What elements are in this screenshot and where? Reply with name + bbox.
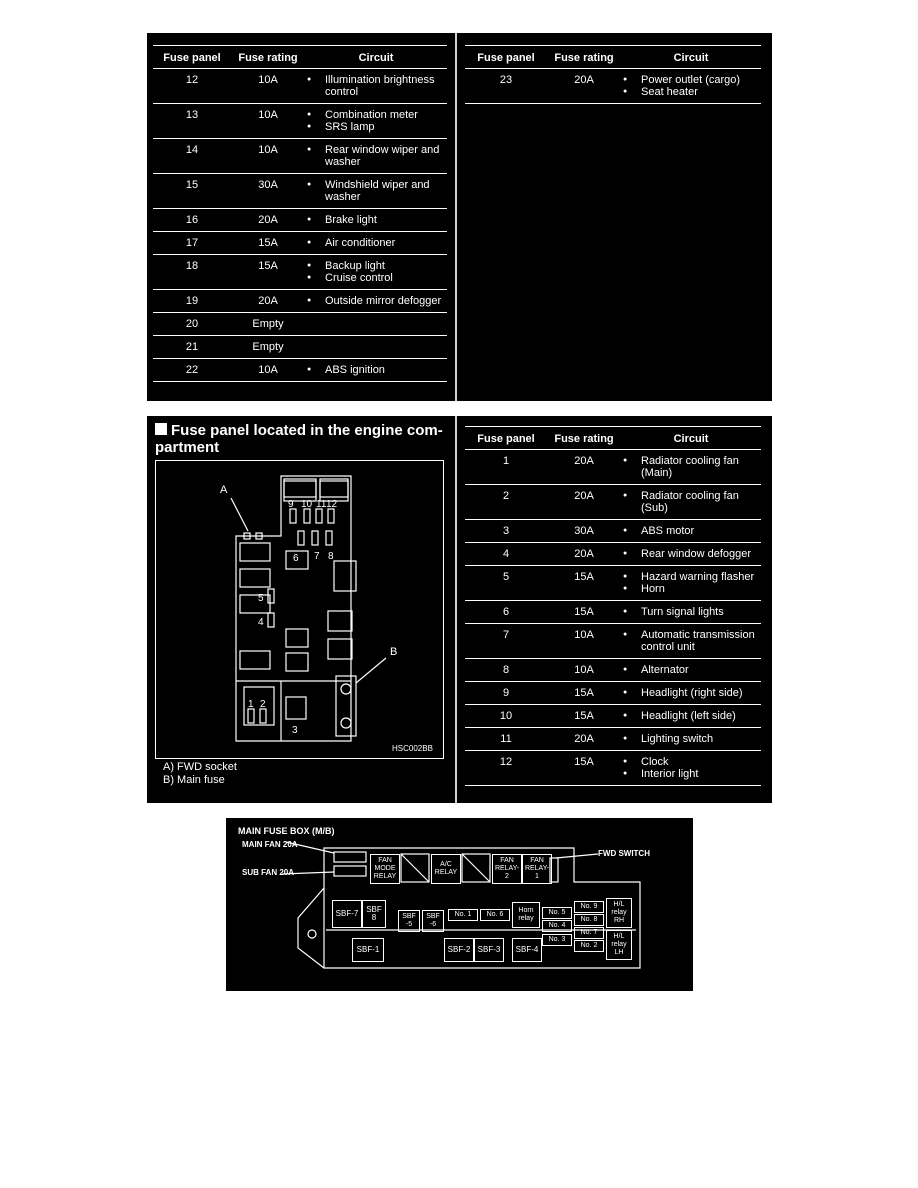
circuit-item: ● Interior light	[621, 768, 761, 780]
circuit-item: ● Alternator	[621, 664, 761, 676]
fuse-panel-number: 8	[465, 659, 547, 682]
fuse-box-drawing	[156, 461, 443, 758]
fuse-panel-number: 10	[465, 705, 547, 728]
fuse-number: 4	[258, 617, 264, 628]
fuse-panel-number: 9	[465, 682, 547, 705]
header-fuse-panel: Fuse panel	[153, 46, 231, 69]
fuse-panel-number: 20	[153, 313, 231, 336]
hl-relay-rh: H/L relay RH	[606, 898, 632, 928]
table-row	[465, 601, 761, 624]
circuit-cell	[305, 313, 447, 336]
fuse-number: 5	[258, 593, 264, 604]
header-fuse-rating: Fuse rating	[547, 46, 621, 69]
fuse-panel-number: 22	[153, 359, 231, 382]
fuse-no-6: No. 6	[480, 909, 510, 921]
fuse-rating: 10A	[231, 139, 305, 174]
table-row	[465, 485, 761, 520]
sbf-4: SBF-4	[512, 938, 542, 962]
fuse-rating: 30A	[231, 174, 305, 209]
sbf-6: SBF -6	[422, 910, 444, 932]
fan-relay-2: FAN RELAY-2	[492, 854, 522, 884]
header-fuse-rating: Fuse rating	[547, 427, 621, 450]
circuit-item: ● Windshield wiper and washer	[305, 179, 447, 203]
table-row	[153, 232, 447, 255]
fan-relay-1: FAN RELAY-1	[522, 854, 552, 884]
fuse-number: 7	[314, 551, 320, 562]
circuit-item: ● Rear window wiper and washer	[305, 144, 447, 168]
label-b: B	[390, 646, 398, 658]
circuit-item: ● Illumination brightness control	[305, 74, 447, 98]
circuit-cell	[621, 485, 761, 520]
circuit-list	[305, 260, 447, 284]
fuse-rating: 15A	[547, 751, 621, 786]
fuse-rating: 20A	[547, 450, 621, 485]
fuse-rating: 30A	[547, 520, 621, 543]
circuit-list	[305, 364, 447, 376]
circuit-list	[621, 571, 761, 595]
fuse-rating: 15A	[547, 705, 621, 728]
table-row	[153, 313, 447, 336]
fuse-panel-number: 23	[465, 69, 547, 104]
fwd-switch-label: FWD SWITCH	[598, 849, 650, 858]
header-fuse-panel: Fuse panel	[465, 46, 547, 69]
hl-relay-lh: H/L relay LH	[606, 930, 632, 960]
fuse-rating: Empty	[231, 313, 305, 336]
fuse-panel-number: 1	[465, 450, 547, 485]
fuse-rating: 15A	[231, 232, 305, 255]
diagram-code: HSC002BB	[392, 744, 433, 753]
circuit-list	[305, 74, 447, 98]
fuse-number: 9	[288, 499, 294, 510]
fuse-no-7: No. 7	[574, 927, 604, 939]
circuit-item: ● Air conditioner	[305, 237, 447, 249]
circuit-list	[621, 664, 761, 676]
circuit-list	[621, 74, 761, 98]
fuse-rating: 15A	[547, 601, 621, 624]
table-row	[465, 624, 761, 659]
table-row	[153, 104, 447, 139]
fuse-no-1: No. 1	[448, 909, 478, 921]
circuit-cell	[621, 543, 761, 566]
fuse-panel-number: 19	[153, 290, 231, 313]
fuse-panel-number: 12	[465, 751, 547, 786]
fuse-no-8: No. 8	[574, 914, 604, 926]
legend-item-a: A) FWD socket	[163, 761, 237, 773]
horn-relay: Horn relay	[512, 902, 540, 928]
circuit-cell	[305, 69, 447, 104]
fuse-panel-number: 21	[153, 336, 231, 359]
ac-relay: A/C RELAY	[431, 854, 461, 884]
sub-fan-label: SUB FAN 20A	[242, 868, 295, 877]
table-row	[465, 566, 761, 601]
fuse-rating: 10A	[231, 104, 305, 139]
main-fuse-box-panel	[226, 818, 693, 991]
circuit-cell	[305, 174, 447, 209]
circuit-item: ● Outside mirror defogger	[305, 295, 447, 307]
fuse-rating: 20A	[547, 543, 621, 566]
bullet-square-icon	[155, 423, 167, 435]
circuit-list	[305, 295, 447, 307]
fuse-rating: 10A	[231, 359, 305, 382]
fuse-no-2: No. 2	[574, 940, 604, 952]
fuse-number: 2	[260, 699, 266, 710]
fuse-rating: Empty	[231, 336, 305, 359]
table-row	[465, 705, 761, 728]
circuit-list	[621, 525, 761, 537]
table-row	[465, 682, 761, 705]
circuit-cell	[305, 104, 447, 139]
circuit-item: ● Headlight (left side)	[621, 710, 761, 722]
fuse-no-3: No. 3	[542, 934, 572, 946]
circuit-list	[305, 214, 447, 226]
table-row	[153, 255, 447, 290]
fuse-number: 11	[316, 499, 327, 510]
fuse-no-4: No. 4	[542, 920, 572, 932]
circuit-item: ● Power outlet (cargo)	[621, 74, 761, 86]
fuse-table-panel-top	[147, 33, 772, 401]
fuse-panel-number: 4	[465, 543, 547, 566]
fuse-table-engine	[465, 426, 761, 786]
table-row	[465, 659, 761, 682]
fuse-no-5: No. 5	[542, 907, 572, 919]
fuse-table-23	[465, 45, 761, 104]
circuit-cell	[621, 520, 761, 543]
table-row	[465, 728, 761, 751]
sbf-7: SBF-7	[332, 900, 362, 928]
fuse-rating: 15A	[231, 255, 305, 290]
fuse-rating: 10A	[231, 69, 305, 104]
table-row	[465, 751, 761, 786]
circuit-cell	[621, 624, 761, 659]
circuit-item: ● Horn	[621, 583, 761, 595]
circuit-item: ● Combination meter	[305, 109, 447, 121]
fuse-rating: 15A	[547, 566, 621, 601]
circuit-item: ● Radiator cooling fan (Sub)	[621, 490, 761, 514]
table-row	[465, 450, 761, 485]
table-row	[465, 520, 761, 543]
sbf-8: SBF 8	[362, 900, 386, 928]
circuit-cell	[305, 336, 447, 359]
main-fuse-box-title: MAIN FUSE BOX (M/B)	[238, 826, 335, 836]
circuit-item: ● Brake light	[305, 214, 447, 226]
circuit-item: ● ABS ignition	[305, 364, 447, 376]
fuse-panel-number: 16	[153, 209, 231, 232]
header-fuse-panel: Fuse panel	[465, 427, 547, 450]
circuit-item: ● Turn signal lights	[621, 606, 761, 618]
sbf-1: SBF-1	[352, 938, 384, 962]
fuse-number: 3	[292, 725, 298, 736]
fuse-number: 1	[248, 699, 254, 710]
circuit-item: ● Lighting switch	[621, 733, 761, 745]
fuse-panel-number: 15	[153, 174, 231, 209]
fuse-panel-number: 14	[153, 139, 231, 174]
legend-item-b: B) Main fuse	[163, 774, 225, 786]
fuse-number: 12	[326, 499, 338, 510]
circuit-item: ● SRS lamp	[305, 121, 447, 133]
fuse-panel-number: 18	[153, 255, 231, 290]
circuit-cell	[305, 232, 447, 255]
circuit-item: ● Automatic transmission control unit	[621, 629, 761, 653]
main-fan-label: MAIN FAN 20A	[242, 840, 298, 849]
fuse-rating: 20A	[547, 69, 621, 104]
fuse-rating: 15A	[547, 682, 621, 705]
circuit-list	[621, 548, 761, 560]
circuit-item: ● Rear window defogger	[621, 548, 761, 560]
sbf-3: SBF-3	[474, 938, 504, 962]
circuit-item: ● Hazard warning flasher	[621, 571, 761, 583]
fuse-panel-number: 11	[465, 728, 547, 751]
circuit-cell	[621, 566, 761, 601]
fuse-panel-number: 17	[153, 232, 231, 255]
table-row	[153, 69, 447, 104]
fuse-rating: 10A	[547, 659, 621, 682]
circuit-list	[621, 687, 761, 699]
section-title	[155, 422, 445, 456]
header-circuit: Circuit	[305, 46, 447, 69]
fuse-panel-number: 6	[465, 601, 547, 624]
circuit-item: ● Seat heater	[621, 86, 761, 98]
circuit-cell	[305, 359, 447, 382]
label-a: A	[220, 484, 228, 496]
circuit-cell	[621, 601, 761, 624]
circuit-cell	[621, 682, 761, 705]
circuit-list	[621, 629, 761, 653]
fuse-rating: 20A	[231, 290, 305, 313]
circuit-list	[621, 733, 761, 745]
section-title-text: Fuse panel located in the engine com-partment	[155, 422, 443, 456]
circuit-cell	[305, 209, 447, 232]
circuit-item: ● Radiator cooling fan (Main)	[621, 455, 761, 479]
circuit-list	[621, 710, 761, 722]
table-row	[465, 543, 761, 566]
diagram-legend	[163, 761, 237, 787]
fuse-panel-number: 3	[465, 520, 547, 543]
engine-compartment-panel	[147, 416, 772, 803]
fuse-number: 6	[293, 553, 299, 564]
circuit-list	[621, 490, 761, 514]
table-row	[153, 336, 447, 359]
header-fuse-rating: Fuse rating	[231, 46, 305, 69]
circuit-item: ● Headlight (right side)	[621, 687, 761, 699]
fuse-rating: 20A	[231, 209, 305, 232]
circuit-cell	[305, 255, 447, 290]
circuit-list	[621, 756, 761, 780]
column-separator	[455, 33, 457, 401]
header-circuit: Circuit	[621, 46, 761, 69]
fuse-rating: 10A	[547, 624, 621, 659]
header-circuit: Circuit	[621, 427, 761, 450]
circuit-list	[621, 606, 761, 618]
fan-mode-relay: FAN MODE RELAY	[370, 854, 400, 884]
circuit-list	[305, 109, 447, 133]
circuit-list	[305, 179, 447, 203]
table-row	[153, 290, 447, 313]
fuse-panel-number: 7	[465, 624, 547, 659]
circuit-list	[621, 455, 761, 479]
sbf-5: SBF -5	[398, 910, 420, 932]
fuse-no-9: No. 9	[574, 901, 604, 913]
circuit-cell	[305, 139, 447, 174]
sbf-2: SBF-2	[444, 938, 474, 962]
circuit-cell	[305, 290, 447, 313]
circuit-cell	[621, 751, 761, 786]
table-row	[153, 209, 447, 232]
circuit-cell	[621, 728, 761, 751]
circuit-item: ● Clock	[621, 756, 761, 768]
fuse-panel-number: 12	[153, 69, 231, 104]
table-row	[153, 174, 447, 209]
table-row	[153, 359, 447, 382]
circuit-list	[305, 144, 447, 168]
column-separator	[455, 416, 457, 803]
circuit-cell	[621, 705, 761, 728]
circuit-item: ● Cruise control	[305, 272, 447, 284]
circuit-item: ● Backup light	[305, 260, 447, 272]
fuse-rating: 20A	[547, 485, 621, 520]
fuse-number: 8	[328, 551, 334, 562]
circuit-cell	[621, 450, 761, 485]
table-row	[153, 139, 447, 174]
circuit-item: ● ABS motor	[621, 525, 761, 537]
table-row	[465, 69, 761, 104]
fuse-panel-number: 2	[465, 485, 547, 520]
fuse-rating: 20A	[547, 728, 621, 751]
circuit-cell	[621, 659, 761, 682]
fuse-table-12-22	[153, 45, 447, 382]
circuit-cell	[621, 69, 761, 104]
circuit-list	[305, 237, 447, 249]
fuse-panel-number: 5	[465, 566, 547, 601]
fuse-panel-number: 13	[153, 104, 231, 139]
engine-fuse-diagram	[155, 460, 444, 759]
fuse-number: 10	[301, 499, 313, 510]
